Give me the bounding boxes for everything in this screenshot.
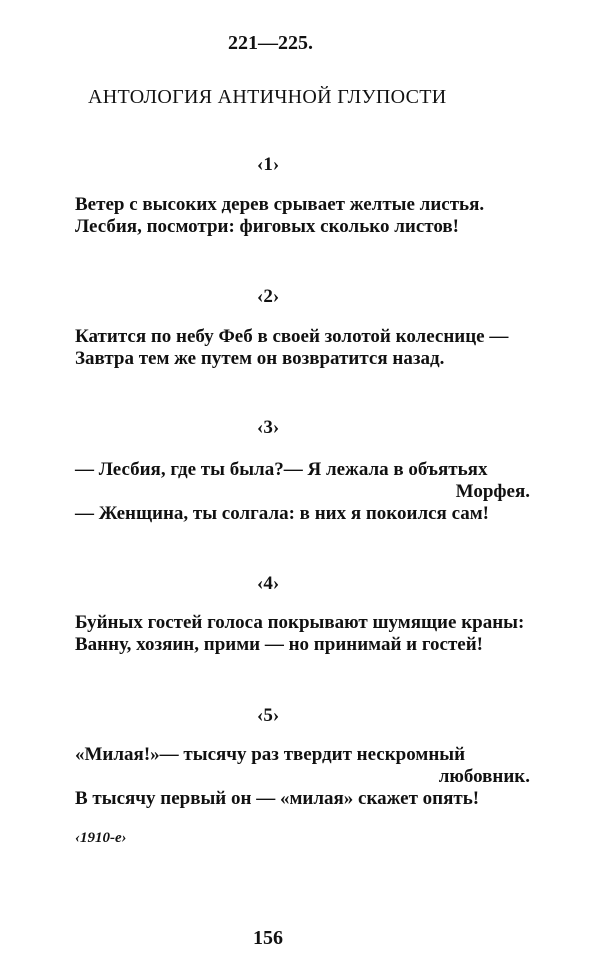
poem-line: В тысячу первый он — «милая» скажет опять! [75, 788, 480, 809]
page-number: 156 [253, 927, 283, 949]
poem-line: Лесбия, посмотри: фиговых сколько листов! [75, 216, 459, 237]
poem-line: Буйных гостей голоса покрывают шумящие краны: [75, 612, 525, 633]
poem-line: Катится по небу Феб в своей золотой колеснице — [75, 326, 509, 347]
poem-line: Ветер с высоких дерев срывает желтые листья. [75, 194, 485, 215]
poem-range: 221—225. [228, 32, 313, 54]
poem-line: — Лесбия, где ты была?— Я лежала в объятьях [75, 459, 488, 480]
poem-line: Завтра тем же путем он возвратится назад. [75, 348, 445, 369]
poem-line: Ванну, хозяин, прими — но принимай и гостей! [75, 634, 483, 655]
poem-number: ‹5› [257, 705, 280, 726]
poem-line: «Милая!»— тысячу раз твердит нескромный [75, 744, 466, 765]
poem-number: ‹3› [257, 417, 280, 438]
poem-line: — Женщина, ты солгала: в них я покоился сам! [75, 503, 490, 524]
poem-line-continuation: любовник. [438, 766, 530, 787]
poem-number: ‹1› [257, 154, 280, 175]
poem-line-continuation: Морфея. [455, 481, 530, 502]
page-title: АНТОЛОГИЯ АНТИЧНОЙ ГЛУПОСТИ [88, 86, 447, 108]
poem-number: ‹2› [257, 286, 280, 307]
date-note: ‹1910-е› [75, 830, 127, 846]
poem-number: ‹4› [257, 573, 280, 594]
